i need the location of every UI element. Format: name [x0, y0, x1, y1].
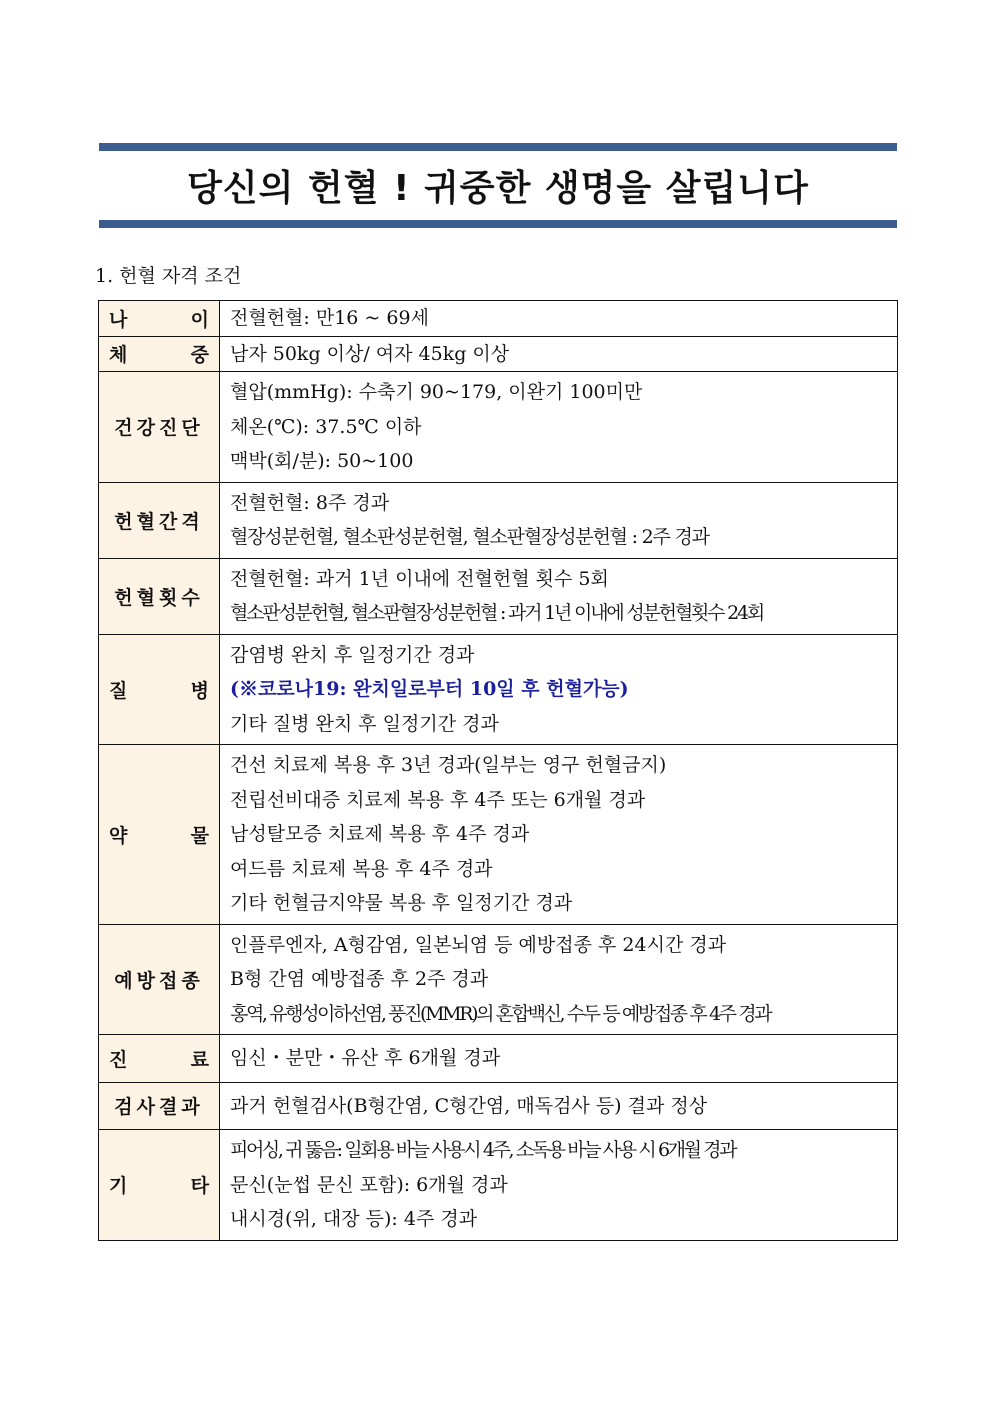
row-label [99, 1035, 220, 1083]
label-char: 타 [190, 1175, 209, 1198]
covid-note: (※코로나19: 완치일로부터 10일 후 헌혈가능) [230, 678, 629, 700]
content-line: 남성탈모증 치료제 복용 후 4주 경과 [230, 823, 530, 845]
label-char: 기 [109, 1175, 128, 1198]
label-text-treatment [99, 1045, 219, 1072]
table-row [99, 1082, 898, 1130]
label-char: 병 [190, 679, 209, 702]
row-label [99, 1130, 220, 1241]
content-line: 남자 50kg 이상/ 여자 45kg 이상 [230, 342, 510, 365]
table-row [99, 558, 898, 634]
content-line: 기타 헌혈금지약물 복용 후 일정기간 경과 [230, 892, 573, 914]
content-line: 임신・분만・유산 후 6개월 경과 [230, 1047, 501, 1069]
label-text-weight [99, 340, 219, 367]
label-char: 약 [109, 824, 128, 847]
table-row [99, 634, 898, 745]
table-row [99, 482, 898, 558]
eligibility-table [98, 300, 898, 1241]
row-label: 건강진단 [99, 372, 220, 483]
content-line: 내시경(위, 대장 등): 4주 경과 [230, 1208, 478, 1230]
section-heading: 1. 헌혈 자격 조건 [95, 265, 242, 287]
label-text-disease [99, 676, 219, 703]
table-row [99, 1035, 898, 1083]
row-content [220, 1035, 898, 1083]
label-char: 나 [109, 308, 128, 331]
title-top-rule [99, 143, 897, 151]
row-label [99, 301, 220, 337]
row-content [220, 634, 898, 745]
label-text-medication [99, 821, 219, 848]
label-char: 물 [190, 824, 209, 847]
content-line: 피어싱, 귀 뚫음: 일회용 바늘 사용시 4주, 소독용 바늘 사용 시 6개월 경과 [230, 1139, 736, 1161]
row-label [99, 336, 220, 372]
row-label [99, 634, 220, 745]
content-line: 기타 질병 완치 후 일정기간 경과 [230, 712, 499, 735]
row-content [220, 1130, 898, 1241]
content-line: 인플루엔자, A형감염, 일본뇌염 등 예방접종 후 24시간 경과 [230, 933, 727, 956]
row-content [220, 924, 898, 1035]
table-row [99, 372, 898, 483]
content-line: B형 간염 예방접종 후 2주 경과 [230, 968, 489, 990]
content-line: 혈압(mmHg): 수축기 90~179, 이완기 100미만 [230, 381, 643, 403]
content-line: 건선 치료제 복용 후 3년 경과(일부는 영구 헌혈금지) [230, 754, 667, 776]
table-row [99, 924, 898, 1035]
label-char: 료 [190, 1048, 209, 1071]
label-char: 질 [109, 679, 128, 702]
label-char: 중 [190, 344, 209, 367]
content-line: 혈장성분헌혈, 혈소판성분헌혈, 혈소판혈장성분헌혈 : 2주 경과 [230, 526, 709, 548]
row-content [220, 336, 898, 372]
row-label: 헌혈횟수 [99, 558, 220, 634]
label-text-age [99, 305, 219, 332]
row-content [220, 372, 898, 483]
content-line: 과거 헌혈검사(B형간염, C형간염, 매독검사 등) 결과 정상 [230, 1094, 708, 1117]
content-line: 전혈헌혈: 8주 경과 [230, 491, 390, 514]
row-label: 헌혈간격 [99, 482, 220, 558]
label-char: 체 [109, 344, 128, 367]
table-row [99, 336, 898, 372]
content-line: 여드름 치료제 복용 후 4주 경과 [230, 857, 493, 880]
row-label: 예방접종 [99, 924, 220, 1035]
row-content [220, 745, 898, 925]
label-char: 진 [109, 1048, 128, 1071]
row-content [220, 482, 898, 558]
label-text-other [99, 1171, 219, 1198]
row-content [220, 558, 898, 634]
page-title: 당신의 헌혈 ! 귀중한 생명을 살립니다 [187, 168, 809, 209]
content-line: 전혈헌혈: 만16 ~ 69세 [230, 307, 429, 329]
content-line: 체온(℃): 37.5℃ 이하 [230, 415, 422, 438]
title-bottom-rule [99, 220, 897, 228]
content-line: 전혈헌혈: 과거 1년 이내에 전혈헌혈 횟수 5회 [230, 567, 609, 590]
row-content [220, 301, 898, 337]
content-line: 감염병 완치 후 일정기간 경과 [230, 643, 475, 666]
content-line: 맥박(회/분): 50~100 [230, 450, 414, 472]
content-line: 전립선비대증 치료제 복용 후 4주 또는 6개월 경과 [230, 788, 646, 811]
content-line: 홍역, 유행성이하선염, 풍진(MMR)의 혼합백신, 수두 등 예방접종 후 4주 경과 [230, 1002, 771, 1025]
content-line: 혈소판성분헌혈, 혈소판혈장성분헌혈 : 과거 1년 이내에 성분헌혈횟수 24회 [230, 602, 764, 624]
table-row [99, 745, 898, 925]
row-label [99, 745, 220, 925]
row-label: 검사결과 [99, 1082, 220, 1130]
content-line: 문신(눈썹 문신 포함): 6개월 경과 [230, 1173, 508, 1196]
row-content [220, 1082, 898, 1130]
label-char: 이 [190, 308, 209, 331]
table-row [99, 1130, 898, 1241]
table-row [99, 301, 898, 337]
